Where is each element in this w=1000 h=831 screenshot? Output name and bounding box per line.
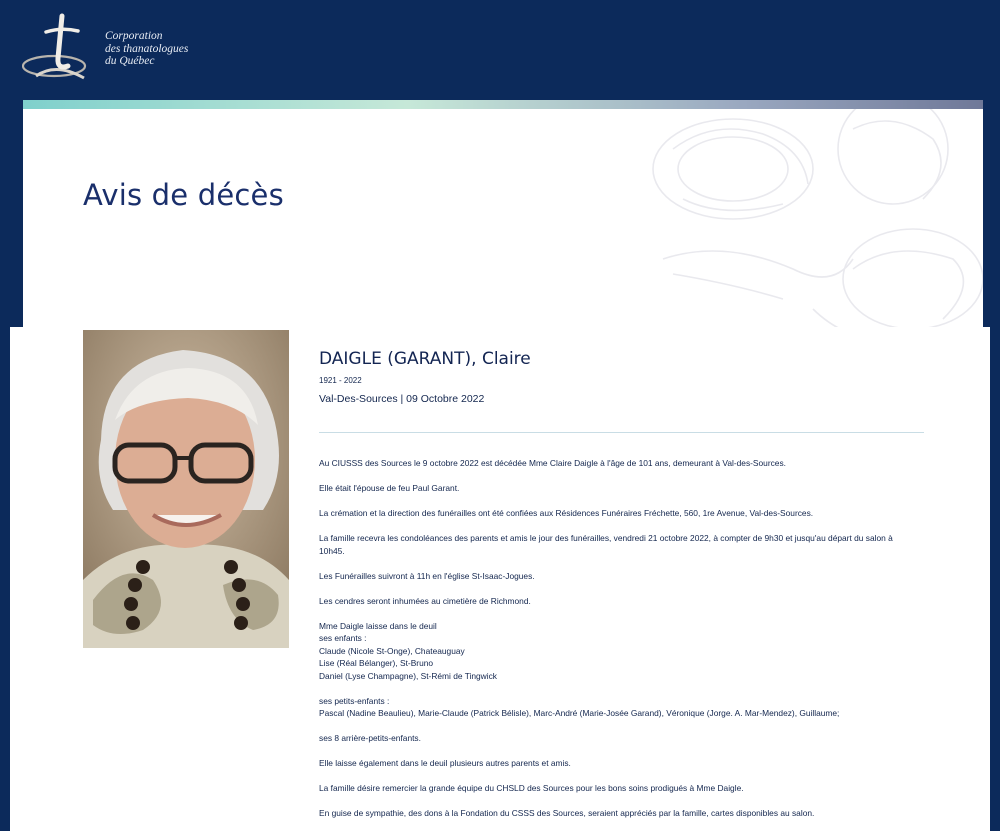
text-line: Mme Daigle laisse dans le deuil: [319, 620, 437, 631]
deceased-photo: [83, 330, 289, 648]
obituary-paragraph: [319, 507, 924, 520]
divider: [319, 432, 924, 433]
obituary-paragraph: [319, 532, 924, 557]
text-line: ses petits-enfants :: [319, 695, 390, 706]
text-line: En guise de sympathie, des dons à la Fondation du CSSS des Sources, seraient appréciés par la famille, cartes disponibles au salon.: [319, 808, 815, 818]
obituary-paragraph: [319, 782, 924, 795]
obituary-paragraph: [319, 620, 924, 683]
text-line: La famille recevra les condoléances des parents et amis le jour des funérailles, vendredi 21 octobre 2022, à compter de 9h30 et jusqu'au départ du salon à: [319, 533, 893, 543]
obituary-paragraph: [319, 732, 924, 745]
obituary-paragraph: [319, 757, 924, 770]
text-line: Les cendres seront inhumées au cimetière de Richmond.: [319, 595, 531, 606]
text-line: Elle était l'épouse de feu Paul Garant.: [319, 483, 460, 493]
logo-monogram-icon: [22, 12, 102, 84]
text-line: Lise (Réal Bélanger), St-Bruno: [319, 658, 434, 668]
text-line: La famille désire remercier la grande équipe du CHSLD des Sources pour les bons soins prodigués à Mme Daigle.: [319, 783, 744, 793]
place-date: Val-Des-Sources | 09 Octobre 2022: [319, 393, 485, 405]
logo-text: [105, 30, 188, 68]
logo-text-line: Corporation: [105, 30, 163, 42]
life-years: 1921 - 2022: [319, 376, 362, 385]
text-line: ses enfants :: [319, 633, 367, 643]
obituary-paragraph: [319, 807, 924, 820]
obituary-paragraph: [319, 595, 924, 608]
obituary-details: [319, 349, 924, 831]
text-line: Au CIUSSS des Sources le 9 octobre 2022 est décédée Mme Claire Daigle à l'âge de 101 ans, demeurant à Val-des-Sources.: [319, 458, 786, 468]
obituary-paragraph: [319, 570, 924, 583]
floral-decoration-icon: [613, 109, 983, 349]
title-banner: [23, 100, 983, 330]
text-line: Les Funérailles suivront à 11h en l'église St-Isaac-Jogues.: [319, 570, 535, 581]
deceased-name: DAIGLE (GARANT), Claire: [319, 349, 531, 369]
obituary-paragraph: [319, 695, 924, 720]
text-line: Elle laisse également dans le deuil plusieurs autres parents et amis.: [319, 758, 571, 768]
logo-text-line: des thanatologues: [105, 42, 189, 55]
text-line: La crémation et la direction des funérailles ont été confiées aux Résidences Funéraires Fréchette, 560, 1re Avenue, Val-des-Sources.: [319, 508, 814, 518]
text-line: 10h45.: [319, 545, 345, 556]
text-line: ses 8 arrière-petits-enfants.: [319, 733, 421, 743]
site-header: [0, 0, 1000, 100]
obituary-paragraph: [319, 457, 924, 470]
page-title: Avis de décès: [83, 178, 284, 212]
text-line: Claude (Nicole St-Onge), Chateauguay: [319, 645, 465, 656]
text-line: Pascal (Nadine Beaulieu), Marie-Claude (Patrick Bélisle), Marc-André (Marie-Josée Garand), Véronique (Jorge. A. Mar-Mendez), Guillaume;: [319, 708, 840, 718]
logo-text-line: du Québec: [105, 55, 155, 67]
obituary-text: [319, 457, 924, 820]
site-logo[interactable]: [22, 12, 197, 87]
gradient-bar: [23, 100, 983, 109]
obituary-card: [10, 327, 990, 831]
text-line: Daniel (Lyse Champagne), St-Rémi de Tingwick: [319, 670, 497, 681]
obituary-paragraph: [319, 482, 924, 495]
